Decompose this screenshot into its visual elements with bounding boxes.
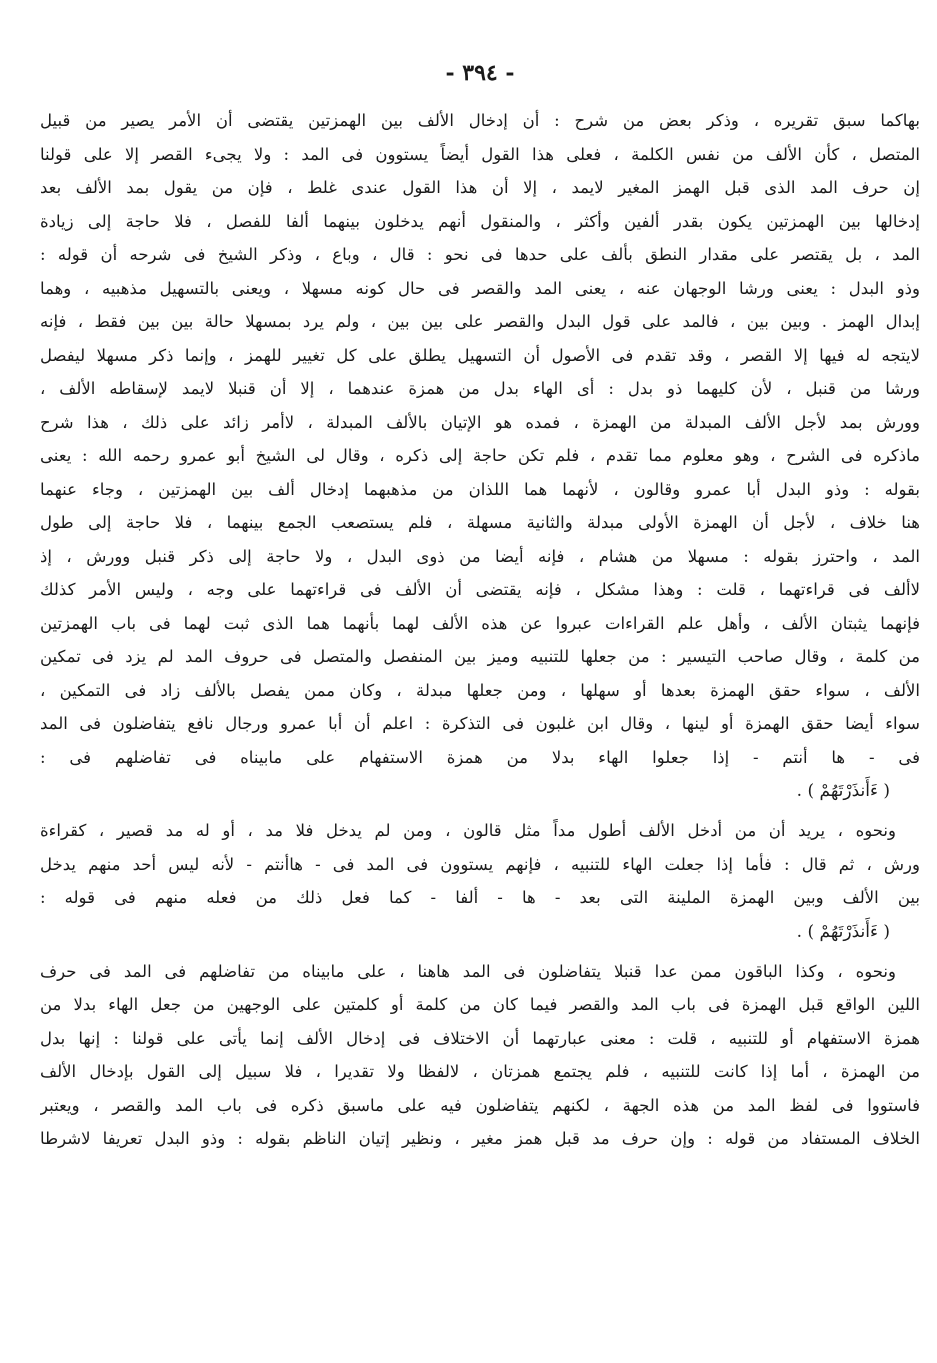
paragraph-3	[40, 955, 920, 1156]
text-line: فإنهما يثبتان الألف ، وأهل علم القراءات عبروا عن هذه الألف لهما بأنهما هما الذى ثبت لهما فى باب الهمزتين	[40, 613, 920, 633]
text-line: من الهمزة ، أما إذا كانت للتنبيه ، فلم يجتمع همزتان ، لالفظا ولا تقديرا ، فلا سبيل إلى القول بإدخال الألف	[40, 1062, 920, 1081]
text-line: لايتجه له فيها إلا القصر ، وقد تقدم فى الأصول أن التسهيل يطلق على كل تغيير للهمز ، وإنما ذكر مسهلا ليفصل	[40, 345, 920, 365]
text-line: اللين الواقع قبل الهمزة فى باب المد والقصر فيما كان من كلمة أو كلمتين على الوجهين من جعل الهاء بدلا من	[40, 995, 920, 1014]
text-line: لاألف فى قراءتهما ، قلت : وهذا مشكل ، فإنه يقتضى أن الألف فى قراءتهما على وجه ، وليس الأمر كذلك	[40, 580, 920, 599]
text-line: سواء أيضا حقق الهمزة أو لينها ، وقال ابن غلبون فى التذكرة : اعلم أن أبا عمرو ورجال نافع يتفاضلون فى المد	[40, 714, 920, 733]
text-line: ورشا من قنبل ، لأن كليهما ذو بدل : أى الهاء بدل من همزة عندهما ، إلا أن قنبلا لايمد لإسقاطه الألف ،	[40, 379, 920, 398]
text-line: هنا خلاف ، لأجل أن الهمزة الأولى مبدلة والثانية مسهلة ، فلم يستصعب الجمع بينهما ، فلا حاجة إلى طول	[40, 513, 920, 532]
paragraph-2	[40, 814, 920, 915]
document-page	[40, 60, 920, 1156]
text-line: همزة الاستفهام أو للتنبيه ، قلت : معنى عبارتهما أن الاختلاف فى إدخال الألف إنما يأتى على قولنا : إنها بدل	[40, 1028, 920, 1048]
text-line: وذو البدل : يعنى ورشا الوجهان عنه ، يعنى المد والقصر فى حال كونه مسهلا ، ويعنى بالتسهيل مذهبيه ، وهما	[40, 278, 920, 298]
text-line: فى - ها أنتم - إذا جعلوا الهاء بدلا من همزة الاستفهام على مابيناه فى تفاضلهم فى :	[40, 747, 920, 767]
text-line: فاستووا فى لفظ المد من هذه الجهة ، لكنهم يتفاضلون فيه على ماسبق ذكره فى باب المد والقصر ، ويعتبر	[40, 1095, 920, 1115]
text-line: المد ، واحترز بقوله : مسهلا من هشام ، فإنه أيضا من ذوى البدل ، ولا حاجة إلى ذكر قنبل وورش ، إذ	[40, 546, 920, 566]
quran-quote: ( ءَأَنذَرْتَهُمْ ) .	[796, 781, 890, 801]
text-line: بقوله : وذو البدل أبا عمرو وقالون ، لأنهما هما اللذان من مذهبهما إدخال ألف بين الهمزتين ، وجاء عنهما	[40, 479, 920, 499]
text-line: إن حرف المد الذى قبل الهمز المغير لايمد ، إلا أن هذا القول عندى غلط ، فإن من يقول بمد الألف بعد	[40, 178, 920, 197]
text-line: الألف ، سواء حقق الهمزة بعدها أو سهلها ، ومن جعلها مبدلة ، وكان ممن يفصل بالألف زاد فى التمكين ،	[40, 680, 920, 700]
text-line: من كلمة ، وقال صاحب التيسير : من جعلها للتنبيه وميز بين المنفصل والمتصل فى حروف المد لم يزد فى تمكين	[40, 647, 920, 666]
text-line: ونحوه ، يريد أن من أدخل الألف أطول مداً مثل قالون ، ومن لم يدخل فلا مد ، أو له مد قصير ، كقراءة	[40, 821, 896, 840]
text-line: المتصل ، كأن الألف من نفس الكلمة ، فعلى هذا القول أيضاً يستوون فى المد : ولا يجىء القصر إلا على قولنا	[40, 144, 920, 164]
text-line: ونحوه ، وكذا الباقون ممن عدا قنبلا يتفاضلون فى المد هاهنا ، على مابيناه من تفاضلهم فى المد فى حرف	[40, 961, 896, 981]
text-line: ورش ، ثم قال : فأما إذا جعلت الهاء للتنبيه ، فإنهم يستوون فى المد فى - هاأنتم - لأنه ليس أحد منهم يدخل	[40, 854, 920, 874]
paragraph-1	[40, 104, 920, 774]
text-line: وورش بمد لأجل الألف المبدلة من الهمزة ، فمده هو الإتيان بالألف المبدلة ، لاأمر زائد على ذلك ، هذا شرح	[40, 412, 920, 432]
text-line: ماذكره فى الشرح ، وهو معلوم مما تقدم ، فلم تكن حاجة إلى ذكره ، وقال لى الشيخ أبو عمرو رحمه الله : يعنى	[40, 446, 920, 465]
text-line: بهاكما سبق تقريره ، وذكر بعض من شرح : أن إدخال الألف بين الهمزتين يقتضى أن الأمر يصير من قبيل	[40, 111, 920, 130]
quran-quote: ( ءَأَنذَرْتَهُمْ ) .	[796, 921, 890, 942]
text-line: إدخالها بين الهمزتين يكون بقدر ألفين وأكثر ، والمنقول أنهم يدخلون بينهما ألفا للفصل ، فلا حاجة إلى زيادة	[40, 211, 920, 231]
page-number: - ٣٩٤ -	[445, 60, 515, 86]
text-line: المد ، بل يقتصر على مقدار النطق بألف على حدها فى نحو : قال ، وباع ، وذكر الشيخ فى شرحه أن قوله :	[40, 245, 920, 264]
text-line: إبدال الهمز . وبين بين ، فالمد على قول البدل والقصر على بين بين ، ولم يرد بمسهلا حالة بين بين فقط ، فإنه	[40, 312, 920, 331]
text-line: الخلاف المستفاد من قوله : وإن حرف مد قبل همز مغير ، ونظير إتيان الناظم بقوله : وذو البدل تعريفا لاشرطا	[40, 1129, 920, 1148]
text-line: بين الألف وبين الهمزة الملينة التى بعد - ها - ألفا - كما فعل ذلك من فعله منهم فى قوله :	[40, 888, 920, 907]
